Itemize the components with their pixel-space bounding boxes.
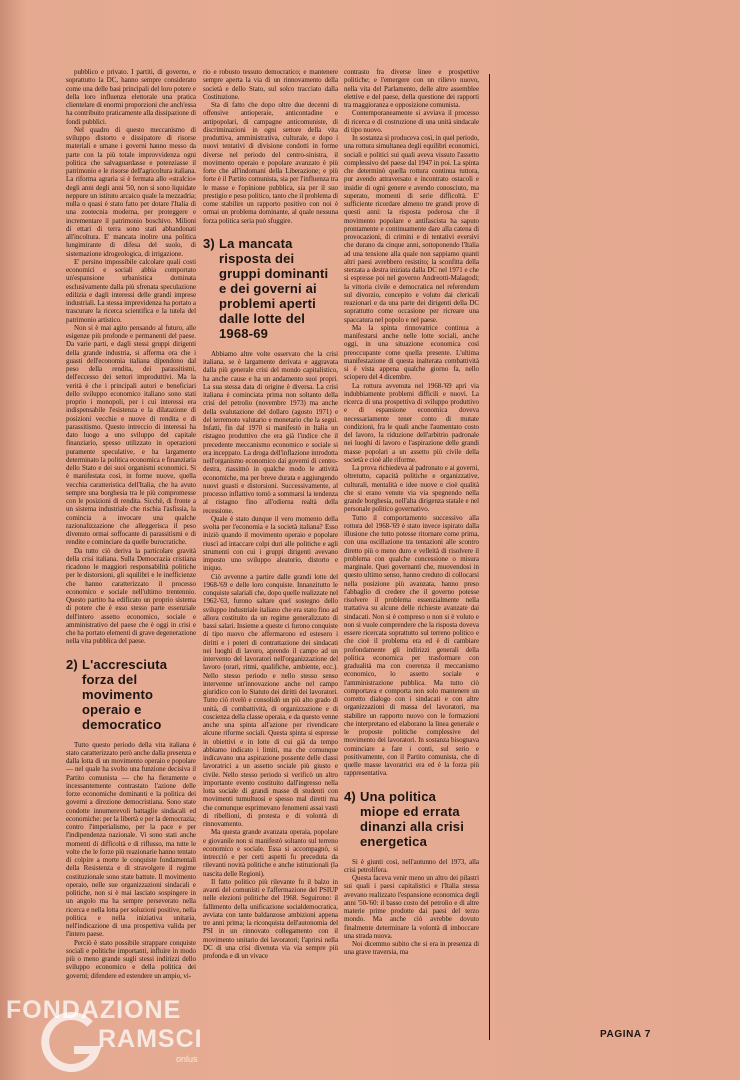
paragraph: E' persino impossibile calcolare quali costi economici e sociali abbia comportato un'espansione urbanistica dominata esclusivamente dalla più sfrenata speculazione edilizia e dagli interessi delle grandi imprese industriali. La stessa imprevidenza ha portato a trascurare la ricerca scientifica e la tutela del patrimonio artistico. (66, 257, 196, 324)
paragraph: Ciò avvenne a partire dalle grandi lotte del 1968-'69 e delle loro conquiste. Innanzitutto le conquiste salariali che, dopo quelle realizzate nel 1962-'63, furono saltare quel sostegno dello sviluppo industriale italiano che era stato fino ad allora costituito da un regime generalizzato di bassi salari. Insieme a queste ci furono conquiste di tipo nuovo che affermarono ed estesero i diritti e i poteri di contrattazione dei sindacati nei luoghi di lavoro, aprendo il campo ad un intervento del lavoratori nell'organizzazione del lavoro (orari, ritmi, qualifiche, ambiente, ecc.). Nello stesso periodo e nello stesso senso intervenne un'innovazione anche nel campo giuridico con lo Statuto dei diritti dei lavoratori. Tutto ciò rivelò e consolidò un più alto grado di unità, di combattività, di organizzazione e di coscienza della classe operaia, e da questo venne anche una spinta all'azione per rivendicare alcune riforme sociali. Questa spinta si espresse in obiettivi e in lotte di cui già da tempo abbiamo indicato i limiti, ma che comunque indicavano una aspirazione possente delle classi lavoratrici a un assetto sociale più giusto e civile. Nello stesso periodo si verificò un altro importante evento costituito dall'ingresso nella lotta sociale di grandi masse di studenti con movimenti tumultuosi e spesso mal diretti ma che comunque esprimevano fenomeni assai vasti di ribellioni, di protesta e di volontà di rinnovamento. (203, 572, 338, 828)
paragraph: La prova richiedeva al padronato e ai governi, oltretutto, capacità politiche e organizzative, culturali, mentalità e idee nuove e cioè qualità che si erano venute via via spegnendo nella grande borghesia, nell'alta dirigenza statale e nel personale politico governativo. (344, 464, 479, 514)
section-number: 4) (344, 788, 356, 804)
column-divider-rule (489, 74, 490, 1040)
paragraph: Contemporaneamente si avviava il processo di ricerca e di costruzione di una unità sindacale di tipo nuovo. (344, 109, 479, 134)
section-heading-4 (344, 789, 479, 849)
text-column-2 (203, 68, 338, 960)
text-column-3 (344, 68, 479, 957)
paragraph: contrasto fra diverse linee e prospettive politiche; e l'emergere con un rilievo nuovo, nella vita del Parlamento, delle altre assemblee elettive e del paese, della questione dei rapporti tra maggioranza e opposizione comunista. (344, 68, 479, 109)
paragraph: Tutto il comportamento successivo alla rottura del 1968-'69 è stato invece ispirato dalla illusione che tutto potesse ritornare come prima, con una oscillazione tra tentazioni alle scontro diretto più o meno duro e velleità di risolvere il problema con qualche concessione o misura marginale. Quei governanti che, muovendosi in questo ultimo senso, hanno creduto di collocarsi nella posizione più avanzata, hanno preso l'abbaglio di credere che il governo potesse risolvere il problema essenzialmente nella trattativa su alcune delle richieste avanzate dai sindacati. Non si è compreso o non si è voluto e non si vuole comprendere che la risposta doveva essere ricercata soprattutto sul terreno politico e che cioè il problema era ed è di cambiare profondamente gli indirizzi generali della politica economica per trasformare con gradualità ma con coerenza il meccanismo economico, lo assetto sociale e l'amministrazione pubblica. Ma tutto ciò comportava e comporta non solo mantenere un corretto dialogo con i sindacati e con altre organizzazioni di massa del lavoratori, ma stabilire un rapporto nuovo con le formazioni che interpretano ed elaborano la linea generale e le proposte politiche complessive del movimento dei lavoratori. In sostanza bisognava cominciare a fare i conti, sul serio e positivamente, con il Partito comunista, che di quelle masse lavoratrici era ed è la forza più rappresentativa. (344, 513, 479, 778)
paragraph: Non si è mai agito pensando al futuro, alle esigenze più profonde e permanenti del paese. Da varie parti, e dagli stessi gruppi dirigenti della grande industria, si afferma ora che i guasti dell'economia italiana dipendono dal peso della rendita, dei parassitismi, dell'eccesso dei settori improduttivi. Ma la verità è che i principali autori e beneficiari dello sviluppo economico italiano sono stati proprio i monopoli, per i cui interessi era indispensabile l'esistenza e la dilatazione di posizioni vecchie e nuove di rendita e di parassitismo. Questo intreccio di interessi ha dato luogo a uno sviluppo del capitale finanziario, spesso utilizzato in operazioni puramente speculative, e ha largamente determinato la politica economica e finanziaria dello Stato e dei suoi organismi economici. Si è manifestata così, in forme nuove, quella vecchia caratteristica dell'Italia, che ha avuto sempre una borghesia tra le più compromesse con le posizioni di rendita. Sicchè, di fronte a un sistema industriale che rischia l'asfissia, la comincia a invocare una qualche razionalizzazione che alleggerisca il peso divenuto ormai soffocante di parassitismi e di rendite e cominciare da quelle burocratiche. (66, 323, 196, 547)
section-title: L'accresciuta forza del movimento operaio e democratico (82, 656, 168, 732)
paragraph: Il fatto politico più rilevante fu il balzo in avanti del comunisti e l'affermazione del PSIUP nelle elezioni politiche del 1968. Seguirono: il fallimento della unificazione socialdemocratica, avviata con tante baldanzose ambizioni appena tre anni prima; la riconquista dell'autonomia del PSI in un rinnovato collegamento con il movimento unitario dei lavoratori; l'aprirsi nella DC di una crisi divenuta via via sempre più profonda e di un vivace (203, 877, 338, 960)
paragraph: Abbiamo altre volte osservato che la crisi italiana, se è largamente derivata e aggravata dalla più generale crisi del mondo capitalistico, ha anche cause e ha un andamento suoi propri. La sua stessa data di origine è diversa. La crisi italiana è cominciata prima non soltanto della crisi del petrolio (novembre 1973) ma anche della svalutazione del dollaro (agosto 1971) e del terremoto valutario e monetario che la seguì. Infatti, fin dal 1970 si manifestò in Italia un ristagno produttivo che era già l'indice che il precedente meccanismo economico e sociale si era inceppato. La droga dell'inflazione introdotta nell'organismo economico dai governi di centro-destra, riassimò in qualche modo le attività economiche, ma per breve durata e aggiungendo nuovi guasti e distorsioni. Successivamente, al processo inflattivo tornò a sommarsi la tendenza al ristagno fino all'odierna realtà della recessione. (203, 349, 338, 515)
paragraph: Quale è stato dunque il vero momento della svolta per l'economia e la società italiana? Esso iniziò quando il movimento operaio e popolare riuscì ad intaccare colpi duri alle politiche e agli strumenti con cui i gruppi dirigenti avevano imposto uno sviluppo aleatorio, distorto e iniquo. (203, 514, 338, 573)
section-number: 2) (66, 656, 78, 672)
watermark-foundation: FONDAZIONE (6, 996, 182, 1024)
paragraph: Si è giunti così, nell'autunno del 1973, alla crisi petrolifera. (344, 857, 479, 874)
paragraph: Questa faceva venir meno un altro dei pilastri sui quali i paesi capitalistici e l'Italia stessa avevano realizzato l'espansione economica degli anni '50-'60: il basso costo del petrolio e di altre materie prime prodotte dai paesi del terzo mondo. Ma anche ciò avrebbe dovuto finalmente determinare la volontà di imboccare una strada nuova. (344, 874, 479, 940)
paragraph: La rottura avvenuta nel 1968-'69 aprì via indubbiamente problemi difficili e nuovi. La ricerca di una prospettiva di sviluppo produttivo e di espansione economica doveva necessariamente tener conto di mutate condizioni, fra le quali anche l'aumentato costo del lavoro, la riduzione dell'arbitrio padronale nei luoghi di lavoro e l'aspirazione delle grandi masse popolari a un assetto più civile della società e cioè alle riforme. (344, 381, 479, 464)
paragraph: Ma la spinta rinnovatrice continua a manifestarsi anche nelle lotte sociali, anche oggi, in una situazione economica così preoccupante come quella presente. L'ultima manifestazione di questa inalterata combattività si è vista appena qualche giorno fa, nello sciopero del 4 dicembre. (344, 323, 479, 382)
paragraph: Da tutto ciò deriva la particolare gravità della crisi italiana. Sulla Democrazia cristiana ricadono le maggiori responsabilità politiche per le distorsioni, gli squilibri e le inefficienze che hanno caratterizzato il processo economico e sociale nell'ultimo trentennio. Questo partito ha edificato un proprio sistema di potere che è esso stesso parte essenziale dell'intero assetto economico, sociale e amministrativo del paese che è oggi in crisi e che ha portato elementi di grave degenerazione nella vita pubblica del paese. (66, 546, 196, 646)
paragraph: Ma questa grande avanzata operaia, popolare e giovanile non si manifestò soltanto sul terreno economico e sociale. Essa si accompagnò, si intrecciò e per certi aspetti fu preceduta da rilevanti novità politiche e anche istituzionali (la nascita delle Regioni). (203, 828, 338, 878)
watermark-gramsci: RAMSCI (98, 1025, 203, 1053)
paragraph: Noi dicemmo subito che si era in presenza di una grave traversia, ma (344, 940, 479, 957)
section-title: La mancata risposta dei gruppi dominanti e dei governi ai problemi aperti dalle lotte del 1968-69 (219, 235, 329, 341)
watermark-onlus: onlus (176, 1054, 198, 1064)
paragraph: In sostanza si produceva così, in quel periodo, una rottura simultanea degli equilibri economici, sociali e politici sui quali aveva vissuto l'assetto complessivo del paese dal 1947 in poi. La spinta che determinò quella rottura continua tuttora, pur avendo attraversato e incontrato ostacoli e insidie di ogni genere e avendo conosciuto, ma superato, momenti di serie difficoltà. E' sufficiente ricordare almeno tre grandi prove di questi anni: la risposta poderosa che il movimento popolare e antifascista ha saputo prontamente e continuamente dare alla catena di provocazioni, di crimini e di tentativi eversivi che durano da cinque anni, sottoponendo l'Italia ad una tensione alla quale non sappiamo quanti altri paesi avrebbero resistito; la sconfitta della sterzata a destra iniziata dalla DC nel 1971 e che si espresse poi nel governo Andreotti-Malagodi; la vittoria civile e democratica nel referendum sul divorzio, concepito e voluto dai clericali reazionari e da una parte dei dirigenti della DC soprattutto come occasione per ricreare una spaccatura nel popolo e nel paese. (344, 134, 479, 324)
section-heading-3 (203, 236, 338, 341)
text-column-1 (66, 68, 196, 980)
paragraph: rio e robusto tessuto democratico; e mantenere sempre aperta la via di un rinnovamento della società e dello Stato, sul solco tracciato dalla Costituzione. (203, 68, 338, 101)
paragraph: Sta di fatto che dopo oltre due decenni di offensive antioperaie, anticontadine e antipopolari, di campagne anticomuniste, di discriminazioni in ogni settore della vita produttiva, amministrativa, culturale, e dopo i nuovi tentativi di divisione condotti in forme diverse nel periodo del centro-sinistra, il movimento operaio e popolare avanzato è più forte che all'indomani della Liberazione; e più forte è il Partito comunista, sia per l'influenza tra le masse e l'opinione pubblica, sia per il suo prestigio e peso politico, tanto che il problema di come stabilire un rapporto positivo con noi è ormai un problema dominante, al quale nessuna forza politica seria può sfuggire. (203, 101, 338, 225)
paragraph: Nel quadro di questo meccanismo di sviluppo distorto e dissipatore di risorse materiali e umane i governi hanno messo da parte con la più totale improvvidenza ogni politica che salvaguardasse e potenziasse il patrimonio e le risorse dell'agricoltura italiana. La riforma agraria si è fermata allo «stralcio» degli anni degli anni '50, non si sono liquidate neppure un istituto arcaico quale la mezzadria; nulla o quasi è stato fatto per dotare l'Italia di una zootecnia moderna, per proteggere e incrementare il patrimonio boschivo. Milioni di ettari di terra sono stati abbandonati all'incoltura. E' mancata inoltre una politica lungimirante di difesa del suolo, di sistemazione idrogeologica, di irrigazione. (66, 125, 196, 258)
page-fold-shadow (0, 0, 26, 1080)
page-number: PAGINA 7 (600, 1029, 651, 1040)
paragraph: Perciò è stato possibile strappare conquiste sociali e politiche importanti, influire in modo più o meno grande sugli stessi indirizzi dello sviluppo economico e della politica dei governi; difendere ed estendere un ampio, vi- (66, 938, 196, 980)
paragraph: pubblico e privato. I partiti, di governo, e soprattutto la DC, hanno sempre considerato come una delle basi principali del loro potere e della loro influenza elettorale una pratica clientelare di enormi proporzioni che anch'essa ha contribuito praticamente alla dissipazione di fondi pubblici. (66, 68, 196, 126)
section-title: Una politica miope ed errata dinanzi alla crisi energetica (360, 788, 465, 849)
paragraph: Tutto questo periodo della vita italiana è stato caratterizzato però anche dalla presenza e dalla lotta di un movimento operaio e popolare — nel quale ha svolto una funzione decisiva il Partito comunista — che ha fieramente e incessantemente contrastato l'azione delle forze economiche dominanti e la politica dei governi a direzione democristiana. Sono state condotte innumerevoli battaglie sindacali ed economiche: per la libertà e per la democrazia; contro l'imperialismo, per la pace e per l'indipendenza nazionale. Vi sono stati anche momenti di difficoltà e di riflusso, ma tutte le volte che le forze più reazionarie hanno tentato di colpire a morte le conquiste fondamentali della Resistenza e di stravolgere il regime costituzionale sono state battute. Il movimento operaio, nelle sue organizzazioni sindacali e politiche, non si è mai lasciato sospingere in un angolo ma ha sempre perseverato nella ricerca e nella lotta per soluzioni positive, nella politica e nella iniziativa unitaria, nell'indicazione di una prospettiva valida per l'intero paese. (66, 740, 197, 939)
section-number: 3) (203, 235, 215, 251)
section-heading-2 (66, 657, 196, 732)
